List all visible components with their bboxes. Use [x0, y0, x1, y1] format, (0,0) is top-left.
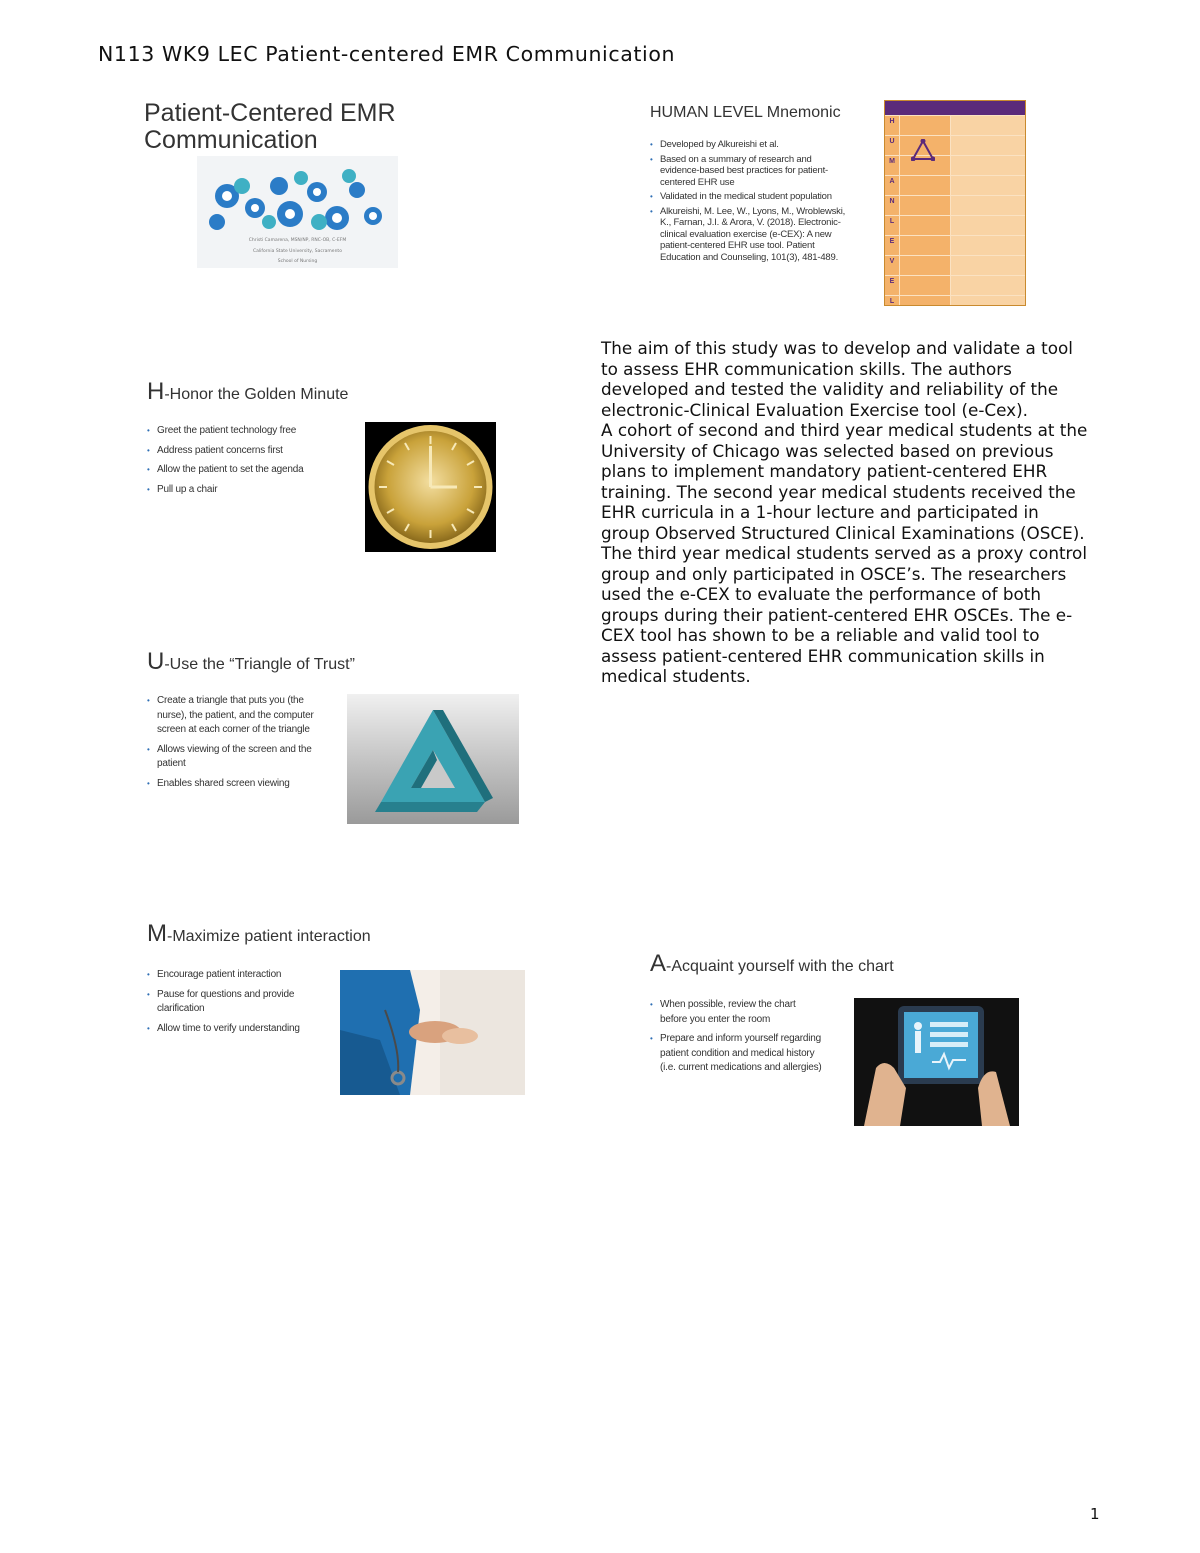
slide-maximize-letter: M [147, 920, 167, 947]
list-item: • Prepare and inform yourself regarding patient condition and medical history (i.e. current medications and allergies) [650, 1032, 825, 1076]
table-cell [950, 176, 1025, 195]
table-cell [899, 196, 950, 215]
table-cell [899, 176, 950, 195]
slide-triangle [147, 648, 527, 828]
table-cell [899, 116, 950, 135]
list-item: • Validated in the medical student population [650, 191, 850, 203]
slide-maximize-text: -Maximize patient interaction [167, 928, 371, 945]
slide-maximize-title [147, 920, 527, 948]
slide-triangle-title [147, 648, 527, 676]
list-item: • Allows viewing of the screen and the patient [147, 743, 322, 772]
list-item: • Create a triangle that puts you (the nurse), the patient, and the computer screen at each corner of the triangle [147, 694, 322, 738]
nurse-patient-photo [340, 970, 525, 1095]
triangle-bullets [147, 694, 322, 796]
table-cell [950, 216, 1025, 235]
table-letter-cell: E [889, 238, 895, 245]
table-letter-cell: H [889, 118, 895, 125]
slide-acquaint-text: -Acquaint yourself with the chart [666, 958, 894, 975]
triangle-of-trust-image [347, 694, 519, 824]
table-row [885, 175, 1025, 195]
table-letter-cell: A [889, 178, 895, 185]
table-row [885, 215, 1025, 235]
tablet-icon [854, 998, 1019, 1126]
slide-triangle-letter: U [147, 648, 165, 675]
table-letter-cell: M [889, 158, 895, 165]
clock-icon [365, 422, 496, 552]
table-cell [950, 116, 1025, 135]
table-cell [950, 296, 1025, 306]
slide-honor-text: -Honor the Golden Minute [164, 386, 349, 403]
table-cell [899, 216, 950, 235]
list-item: • When possible, review the chart before you enter the room [650, 998, 825, 1027]
table-row [885, 235, 1025, 255]
table-cell [899, 236, 950, 255]
table-row [885, 155, 1025, 175]
list-item: • Enables shared screen viewing [147, 777, 322, 792]
table-letter-cell: E [889, 278, 895, 285]
impossible-triangle-icon [347, 694, 519, 824]
slide-honor-title [147, 378, 507, 406]
golden-clock-image [365, 422, 496, 552]
table-row [885, 275, 1025, 295]
human-level-bullets [650, 139, 850, 266]
maximize-bullets [147, 968, 327, 1041]
table-cell [950, 276, 1025, 295]
page-title: N113 WK9 LEC Patient-centered EMR Communication [98, 42, 676, 66]
human-level-table-image [884, 100, 1026, 306]
slide-maximize [147, 920, 527, 1100]
notes-text [601, 338, 1091, 687]
list-item: • Allow time to verify understanding [147, 1022, 327, 1037]
table-row [885, 295, 1025, 306]
slide-triangle-text: -Use the “Triangle of Trust” [164, 656, 355, 673]
table-rows [885, 115, 1025, 306]
slide-honor-letter: H [147, 378, 165, 405]
table-cell [950, 196, 1025, 215]
list-item: • Address patient concerns first [147, 444, 327, 459]
list-item: • Pause for questions and provide clarification [147, 988, 327, 1017]
slide-title-line1: Patient-Centered EMR [144, 99, 396, 127]
slide-acquaint-letter: A [650, 950, 667, 977]
slide-honor [147, 378, 507, 558]
table-letter-cell: N [889, 198, 895, 205]
nurse-hands-icon [340, 970, 525, 1095]
table-cell [950, 136, 1025, 155]
table-letter-cell: U [889, 138, 895, 145]
table-letter-cell: L [889, 298, 895, 305]
list-item: • Developed by Alkureishi et al. [650, 139, 850, 151]
slide-acquaint-title [650, 950, 1030, 978]
table-row [885, 115, 1025, 135]
table-cell [899, 276, 950, 295]
slide-title [144, 100, 444, 280]
table-row [885, 255, 1025, 275]
credit-name: Christi Camarena, MSN/NP, RNC-OB, C-EFM [248, 238, 347, 243]
acquaint-bullets [650, 998, 825, 1081]
table-row [885, 195, 1025, 215]
table-cell [950, 236, 1025, 255]
slide-acquaint [650, 950, 1030, 1130]
notes-paragraph: A cohort of second and third year medical students at the University of Chicago was selected based on previous plans to implement mandatory patient-centered EHR training. The second year medical students received the EHR curricula in a 1-hour lecture and participated in group Observed Structured Clinical Examinations (OSCE). The third year medical students served as a proxy control group and only participated in OSCE’s. The researchers used the e-CEX to evaluate the performance of both groups during their patient-centered EHR OSCEs. The e-CEX tool has shown to be a reliable and valid tool to assess patient-centered EHR communication skills in medical students. [601, 420, 1088, 686]
list-item: • Greet the patient technology free [147, 424, 327, 439]
table-header-bar [885, 101, 1025, 115]
triangle-icon [911, 139, 935, 161]
table-letter-cell: V [889, 258, 895, 265]
list-item: • Allow the patient to set the agenda [147, 463, 327, 478]
page-number: 1 [1090, 1505, 1100, 1523]
table-cell [950, 156, 1025, 175]
gears-image [197, 156, 398, 268]
table-cell [899, 256, 950, 275]
list-item: • Alkureishi, M. Lee, W., Lyons, M., Wroblewski, K., Farnan, J.I. & Arora, V. (2018). Electronic-clinical evaluation exercise (e-CEX): A new patient-centered EHR use tool. Patient Education and Counseling, 101(3), 481-489. [650, 206, 850, 264]
list-item: • Encourage patient interaction [147, 968, 327, 983]
table-row [885, 135, 1025, 155]
list-item: • Pull up a chair [147, 483, 327, 498]
credit-school: California State University, Sacramento [253, 249, 342, 254]
table-letter-cell: L [889, 218, 895, 225]
list-item: • Based on a summary of research and evidence-based best practices for patient-centered EHR use [650, 154, 850, 189]
honor-bullets [147, 424, 327, 502]
slide-title-line2: Communication [144, 126, 318, 154]
notes-paragraph: The aim of this study was to develop and validate a tool to assess EHR communication skills. The authors developed and tested the validity and reliability of the electronic-Clinical Evaluation Exercise tool (e-Cex). [601, 338, 1073, 420]
tablet-chart-image [854, 998, 1019, 1126]
slide-human-level-title: HUMAN LEVEL Mnemonic [650, 104, 841, 121]
table-cell [950, 256, 1025, 275]
table-cell [899, 296, 950, 306]
credit-dept: School of Nursing [277, 259, 318, 264]
